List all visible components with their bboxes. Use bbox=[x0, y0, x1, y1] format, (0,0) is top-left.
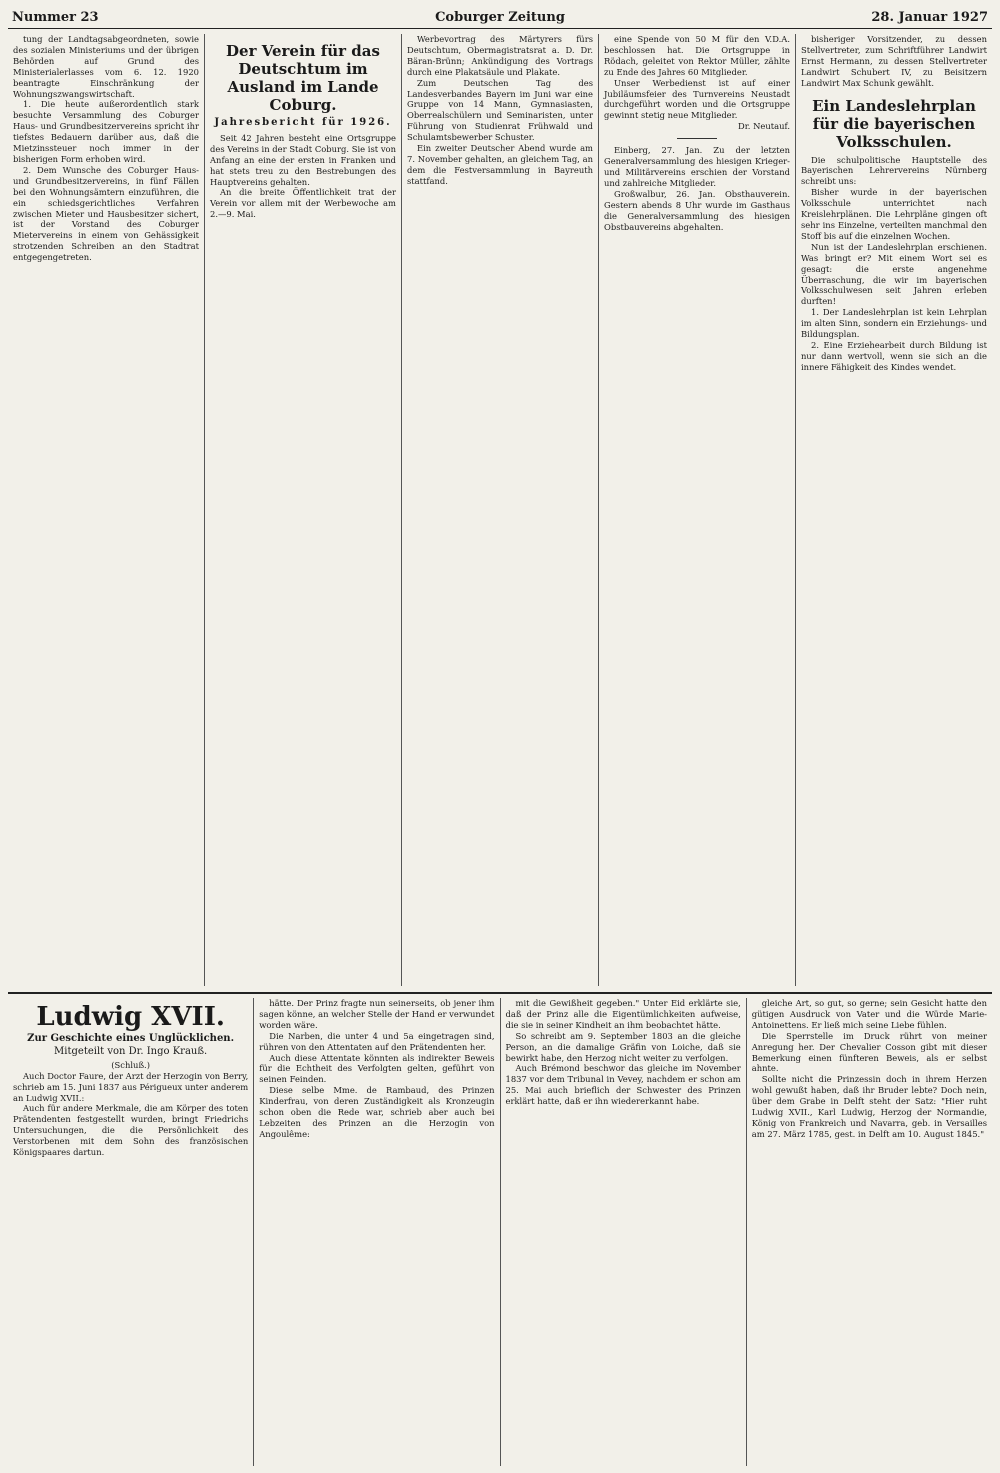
paragraph: Unser Werbedienst ist auf einer Jubiläumsfeier des Turnvereins Neustadt durchgeführt worden und die Ortsgruppe gewinnt stetig neue Mitglieder. bbox=[604, 77, 790, 121]
top-column-4 bbox=[598, 34, 795, 986]
paragraph: tung der Landtagsabgeordneten, sowie des sozialen Ministeriums und der übrigen Behörden auf Grund des Ministerialerlasses vom 6. 12. 1920 beantragte Einschränkung der Wohnungszwangswirtschaft. bbox=[13, 34, 199, 99]
paragraph: Bisher wurde in der bayerischen Volksschule unterrichtet nach Kreislehrplänen. Die Lehrpläne gingen oft sehr ins Einzelne, verteilten manchmal den Stoff bis auf die einzelnen Wochen. bbox=[801, 187, 987, 241]
paragraph: Zum Deutschen Tag des Landesverbandes Bayern im Juni war eine Gruppe von 14 Mann, Gymnasiasten, Oberrealschülern und Seminaristen, unter Führung von Studienrat Frühwald und Schulamtsbewerber Schuster. bbox=[407, 77, 593, 143]
masthead-title: Coburger Zeitung bbox=[435, 10, 565, 25]
top-section bbox=[8, 34, 992, 986]
paragraph: Werbevortrag des Märtyrers fürs Deutschtum, Obermagistratsrat a. D. Dr. Bäran-Brünn; Ankündigung des Vortrags durch eine Plakatsäule und Plakate. bbox=[407, 34, 593, 77]
top-column-3 bbox=[401, 34, 598, 986]
paragraph: Nun ist der Landeslehrplan erschienen. Was bringt er? Mit einem Wort sei es gesagt: die erste angenehme Überraschung, die wir im bayerischen Volksschulwesen seit Jahren erleben durften! bbox=[801, 241, 987, 307]
article-subheading: Jahresbericht für 1926. bbox=[214, 117, 392, 128]
header-rule bbox=[8, 28, 992, 29]
top-column-5 bbox=[795, 34, 992, 986]
paragraph: 2. Dem Wunsche des Coburger Haus- und Grundbesitzervereins, in fünf Fällen bei den Wohnungsämtern einzuführen, die ein schiedsgerichtliches Verfahren zwischen Mieter und Hausbesitzer sichert, ist der Vorstand des Coburger Mietervereins in einem von Gehässigkeit strotzenden Schreiben an den Stadtrat entgegengetreten. bbox=[13, 164, 199, 263]
paragraph: Seit 42 Jahren besteht eine Ortsgruppe des Vereins in der Stadt Coburg. Sie ist von Anfang an eine der ersten in Franken und hat stets treu zu den Bestrebungen des Hauptvereins gehalten. bbox=[210, 132, 396, 187]
bottom-column-3 bbox=[500, 998, 746, 1466]
issue-date: 28. Januar 1927 bbox=[871, 10, 988, 25]
paragraph: gleiche Art, so gut, so gerne; sein Gesicht hatte den gütigen Ausdruck von Vater und die Würde Marie-Antoinettens. Er ließ mich seine Liebe fühlen. bbox=[751, 998, 987, 1030]
bottom-section bbox=[8, 998, 992, 1466]
feature-author: Mitgeteilt von Dr. Ingo Krauß. bbox=[54, 1045, 208, 1057]
paragraph: Ein zweiter Deutscher Abend wurde am 7. November gehalten, an gleichem Tag, an dem die Festversammlung in Bayreuth stattfand. bbox=[407, 143, 593, 186]
section-rule bbox=[8, 992, 992, 994]
paragraph: Auch Doctor Faure, der Arzt der Herzogin von Berry, schrieb am 15. Juni 1837 aus Périgueux unter anderem an Ludwig XVII.: bbox=[13, 1070, 249, 1103]
paragraph: Einberg, 27. Jan. Zu der letzten Generalversammlung des hiesigen Krieger- und Militärvereins erschien der Vorstand und zahlreiche Mitglieder. bbox=[604, 145, 790, 188]
paragraph: Die schulpolitische Hauptstelle des Bayerischen Lehrervereins Nürnberg schreibt uns: bbox=[801, 154, 987, 187]
paragraph: 1. Der Landeslehrplan ist kein Lehrplan im alten Sinn, sondern ein Erziehungs- und Bildungsplan. bbox=[801, 307, 987, 340]
top-column-1 bbox=[8, 34, 204, 986]
paragraph: Die Narben, die unter 4 und 5a eingetragen sind, rühren von den Attentaten auf den Prätendenten her. bbox=[259, 1030, 495, 1052]
article-heading-vda: Der Verein für das Deutschtum im Ausland im Lande Coburg. bbox=[226, 42, 380, 114]
paragraph: Großwalbur, 26. Jan. Obsthauverein. Gestern abends 8 Uhr wurde im Gasthaus die Generalversammlung des hiesigen Obstbauvereins abgehalten. bbox=[604, 188, 790, 232]
paragraph: Diese selbe Mme. de Rambaud, des Prinzen Kinderfrau, von deren Zuständigkeit als Kronzeugin schon oben die Rede war, schrieb aber auch bei Lebzeiten des Prinzen an die Herzogin von Angoulême: bbox=[259, 1085, 495, 1139]
paragraph: Auch diese Attentate könnten als indirekter Beweis für die Echtheit des Verfolgten gelten, geführt von seinen Feinden. bbox=[259, 1052, 495, 1085]
paragraph: 1. Die heute außerordentlich stark besuchte Versammlung des Coburger Haus- und Grundbesitzervereins spricht ihr tiefstes Bedauern darüber aus, daß die Mietzinssteuer noch immer in der bisherigen Form erhoben wird. bbox=[13, 99, 199, 164]
bottom-column-1 bbox=[8, 998, 253, 1466]
paragraph: Die Sperrstelle im Druck rührt von meiner Anregung her. Der Chevalier Cosson gibt mit dieser Bemerkung einen fünfteren Beweis, als er selbst ahnte. bbox=[751, 1030, 987, 1074]
issue-number: Nummer 23 bbox=[12, 10, 99, 25]
paragraph: eine Spende von 50 M für den V.D.A. beschlossen hat. Die Ortsgruppe in Rödach, geleitet von Rektor Müller, zählte zu Ende des Jahres 60 Mitglieder. bbox=[604, 34, 790, 77]
paragraph: 2. Eine Erziehearbeit durch Bildung ist nur dann wertvoll, wenn sie sich an die innere Fähigkeit des Kindes wendet. bbox=[801, 339, 987, 372]
paragraph: Auch Brémond beschwor das gleiche im November 1837 vor dem Tribunal in Vevey, nachdem er schon am 25. Mai auch brieflich der Schwester des Prinzen erklärt hatte, daß er ihn wiedererkannt habe. bbox=[505, 1063, 741, 1107]
paragraph: mit die Gewißheit gegeben." Unter Eid erklärte sie, daß der Prinz alle die Eigentümlichkeiten aufweise, die sie in seiner Kindheit an ihm beobachtet hätte. bbox=[505, 998, 741, 1030]
paragraph: An die breite Öffentlichkeit trat der Verein vor allem mit der Werbewoche am 2.—9. Mai. bbox=[210, 187, 396, 220]
signature: Dr. Neutauf. bbox=[737, 121, 790, 132]
paragraph: bisheriger Vorsitzender, zu dessen Stellvertreter, zum Schriftführer Landwirt Ernst Hermann, zu dessen Stellvertreter Landwirt Schubert IV, zu Beisitzern Landwirt Max Schunk gewählt. bbox=[801, 34, 987, 88]
paragraph: Sollte nicht die Prinzessin doch in ihrem Herzen wohl gewußt haben, daß ihr Bruder lebte? Doch nein, über dem Grabe in Delft steht der Satz: "Hier ruht Ludwig XVII., Karl Ludwig, Herzog der Normandie, König von Frankreich und Navarra, geb. in Versailles am 27. März 1785, gest. in Delft am 10. August 1845." bbox=[751, 1074, 987, 1139]
paragraph: hätte. Der Prinz fragte nun seinerseits, ob jener ihm sagen könne, an welcher Stelle der Hand er verwundet worden wäre. bbox=[259, 998, 495, 1030]
bottom-column-4 bbox=[746, 998, 992, 1466]
feature-title: Ludwig XVII. bbox=[36, 1002, 225, 1032]
divider bbox=[677, 138, 717, 139]
page-header bbox=[8, 10, 992, 24]
paragraph: So schreibt am 9. September 1803 an die gleiche Person, an die damalige Gräfin von Loiche, daß sie bewirkt habe, den Herzog nicht weiter zu verfolgen. bbox=[505, 1030, 741, 1063]
top-column-2 bbox=[204, 34, 401, 986]
continuation-note: (Schluß.) bbox=[111, 1059, 150, 1070]
feature-subtitle: Zur Geschichte eines Unglücklichen. bbox=[27, 1033, 235, 1044]
article-heading-lehrplan: Ein Landeslehrplan für die bayerischen Volksschulen. bbox=[812, 96, 976, 151]
paragraph: Auch für andere Merkmale, die am Körper des toten Prätendenten festgestellt wurden, bringt Friedrichs Untersuchungen, die die Persönlichkeit des Verstorbenen mit dem Sohn des französischen Königspaares dartun. bbox=[13, 1103, 249, 1158]
bottom-column-2 bbox=[253, 998, 499, 1466]
